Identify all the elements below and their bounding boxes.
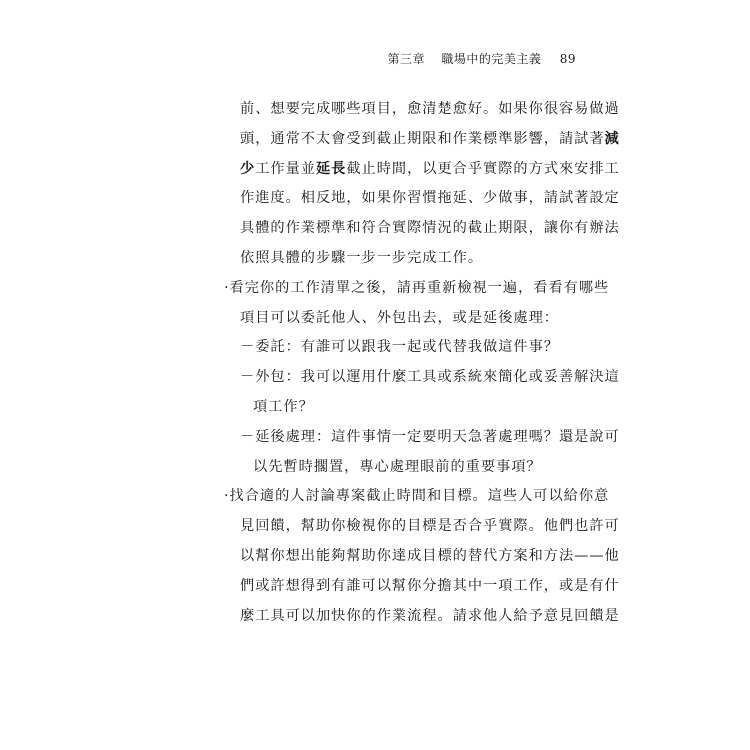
emphasis-text: 減 bbox=[604, 130, 620, 147]
text-line: 前、想要完成哪些項目，愈清楚愈好。如果你很容易做過 bbox=[240, 101, 620, 117]
text-line: 作進度。相反地，如果你習慣拖延、少做事，請試著設定 bbox=[240, 190, 620, 207]
emphasis-text: 延長 bbox=[315, 160, 347, 177]
dash-item-continuation: 以先暫時擱置，專心處理眼前的重要事項？ bbox=[253, 458, 542, 475]
text-line: 以幫你想出能夠幫助你達成目標的替代方案和方法——他 bbox=[240, 547, 620, 564]
dash-item: －外包：我可以運用什麼工具或系統來簡化或妥善解決這 bbox=[240, 369, 620, 386]
text-line: 們或許想得到有誰可以幫你分擔其中一項工作，或是有什 bbox=[240, 577, 620, 594]
text-line: 見回饋，幫助你檢視你的目標是否合乎實際。他們也許可 bbox=[240, 518, 620, 535]
dash-item-continuation: 項工作？ bbox=[253, 398, 314, 415]
bullet-line: ·看完你的工作清單之後，請再重新檢視一遍，看看有哪些 bbox=[224, 279, 610, 296]
page-number: 89 bbox=[559, 52, 576, 66]
chapter-label: 第三章 bbox=[387, 52, 426, 66]
text-line: 具體的作業標準和符合實際情況的截止期限，讓你有辦法 bbox=[240, 220, 620, 237]
running-header bbox=[388, 50, 576, 67]
emphasis-text: 少 bbox=[240, 160, 256, 177]
text-line: 少工作量並延長截止時間，以更合乎實際的方式來安排工 bbox=[240, 160, 620, 177]
dash-item: －委託：有誰可以跟我一起或代替我做這件事？ bbox=[240, 339, 559, 356]
body-text bbox=[224, 95, 620, 631]
dash-item: －延後處理：這件事情一定要明天急著處理嗎？還是說可 bbox=[240, 428, 620, 445]
text-line: 項目可以委託他人、外包出去，或是延後處理： bbox=[240, 309, 559, 326]
text-line: 頭，通常不太會受到截止期限和作業標準影響，請試著減 bbox=[240, 130, 620, 147]
bullet-line: ·找合適的人討論專案截止時間和目標。這些人可以給你意 bbox=[224, 488, 610, 505]
text-line: 麼工具可以加快你的作業流程。請求他人給予意見回饋是 bbox=[240, 607, 620, 624]
text-line: 依照具體的步驟一步一步完成工作。 bbox=[240, 249, 484, 266]
chapter-title: 職場中的完美主義 bbox=[441, 52, 542, 66]
